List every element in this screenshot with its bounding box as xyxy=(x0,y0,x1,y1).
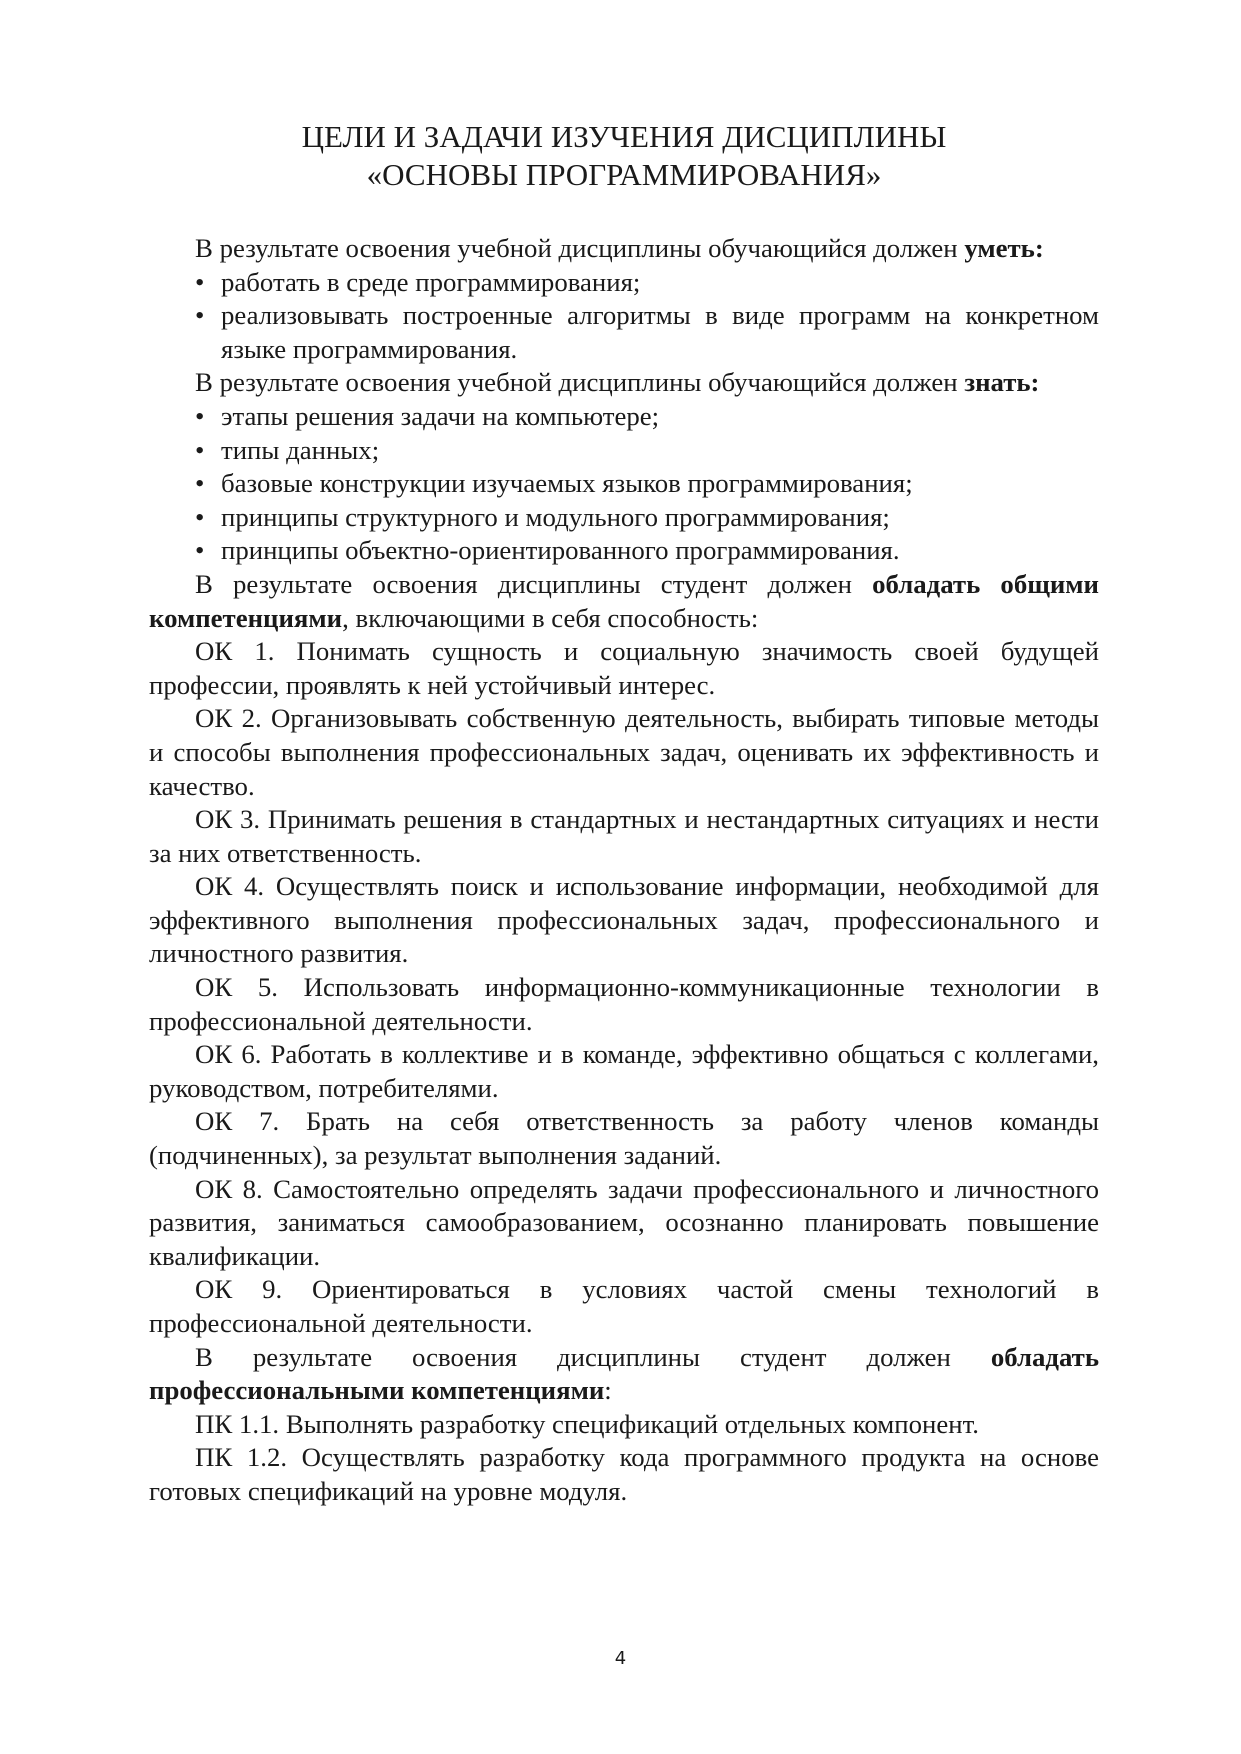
list-item: • этапы решения задачи на компьютере; xyxy=(149,400,1099,434)
bullet-icon xyxy=(195,400,215,434)
bullet-icon xyxy=(195,299,215,333)
bullet-icon xyxy=(195,467,215,501)
bullet-icon xyxy=(195,501,215,535)
list-item: • типы данных; xyxy=(149,434,1099,468)
bullet-icon xyxy=(195,434,215,468)
skills-intro: В результате освоения учебной дисциплины обучающийся должен уметь: xyxy=(195,233,1044,263)
competency-ok-2: ОК 2. Организовывать собственную деятельность, выбирать типовые методы и способы выполнения профессиональных задач, оценивать их эффективность и качество. xyxy=(149,703,1099,801)
list-item: • работать в среде программирования; xyxy=(149,266,1099,300)
competency-ok-4: ОК 4. Осуществлять поиск и использование информации, необходимой для эффективного выполнения профессиональных задач, профессионального и личностного развития. xyxy=(149,871,1099,969)
competency-ok-9: ОК 9. Ориентироваться в условиях частой смены технологий в профессиональной деятельности. xyxy=(149,1274,1099,1338)
competency-ok-8: ОК 8. Самостоятельно определять задачи профессионального и личностного развития, заниматься самообразованием, осознанно планировать повышение квалификации. xyxy=(149,1173,1099,1271)
bullet-icon xyxy=(195,266,215,300)
page-number: 4 xyxy=(614,1648,627,1669)
list-item: • реализовывать построенные алгоритмы в виде программ на конкретном языке программирования. xyxy=(149,299,1099,366)
list-item: • принципы структурного и модульного программирования; xyxy=(149,501,1099,535)
knowledge-keyword: знать: xyxy=(964,367,1040,398)
competency-ok-6: ОК 6. Работать в коллективе и в команде, эффективно общаться с коллегами, руководством, потребителями. xyxy=(149,1039,1099,1103)
knowledge-list xyxy=(149,400,1099,568)
competency-ok-1: ОК 1. Понимать сущность и социальную значимость своей будущей профессии, проявлять к ней устойчивый интерес. xyxy=(149,636,1099,700)
bullet-icon xyxy=(195,534,215,568)
list-item: • базовые конструкции изучаемых языков программирования; xyxy=(149,467,1099,501)
title-line-1: ЦЕЛИ И ЗАДАЧИ ИЗУЧЕНИЯ ДИСЦИПЛИНЫ xyxy=(301,119,947,154)
competency-ok-5: ОК 5. Использовать информационно-коммуникационные технологии в профессиональной деятельности. xyxy=(149,972,1099,1036)
page-title xyxy=(149,118,1099,194)
skills-keyword: уметь: xyxy=(964,233,1044,263)
document-body xyxy=(149,232,1099,1509)
skills-list xyxy=(149,266,1099,367)
general-competencies-intro: В результате освоения дисциплины студент должен обладать общими компетенциями, включающими в себя способность: xyxy=(149,568,1099,633)
competency-ok-3: ОК 3. Принимать решения в стандартных и нестандартных ситуациях и нести за них ответственность. xyxy=(149,804,1099,868)
competency-pk-1-1: ПК 1.1. Выполнять разработку спецификаций отдельных компонент. xyxy=(195,1408,979,1439)
knowledge-intro: В результате освоения учебной дисциплины обучающийся должен знать: xyxy=(195,367,1040,398)
competency-pk-1-2: ПК 1.2. Осуществлять разработку кода программного продукта на основе готовых спецификаций на уровне модуля. xyxy=(149,1442,1099,1506)
list-item: • принципы объектно-ориентированного программирования. xyxy=(149,534,1099,568)
professional-competencies-intro: В результате освоения дисциплины студент должен обладать профессиональными компетенциями: xyxy=(149,1341,1099,1406)
competency-ok-7: ОК 7. Брать на себя ответственность за работу членов команды (подчиненных), за результат выполнения заданий. xyxy=(149,1106,1099,1171)
title-line-2: «ОСНОВЫ ПРОГРАММИРОВАНИЯ» xyxy=(366,157,882,192)
